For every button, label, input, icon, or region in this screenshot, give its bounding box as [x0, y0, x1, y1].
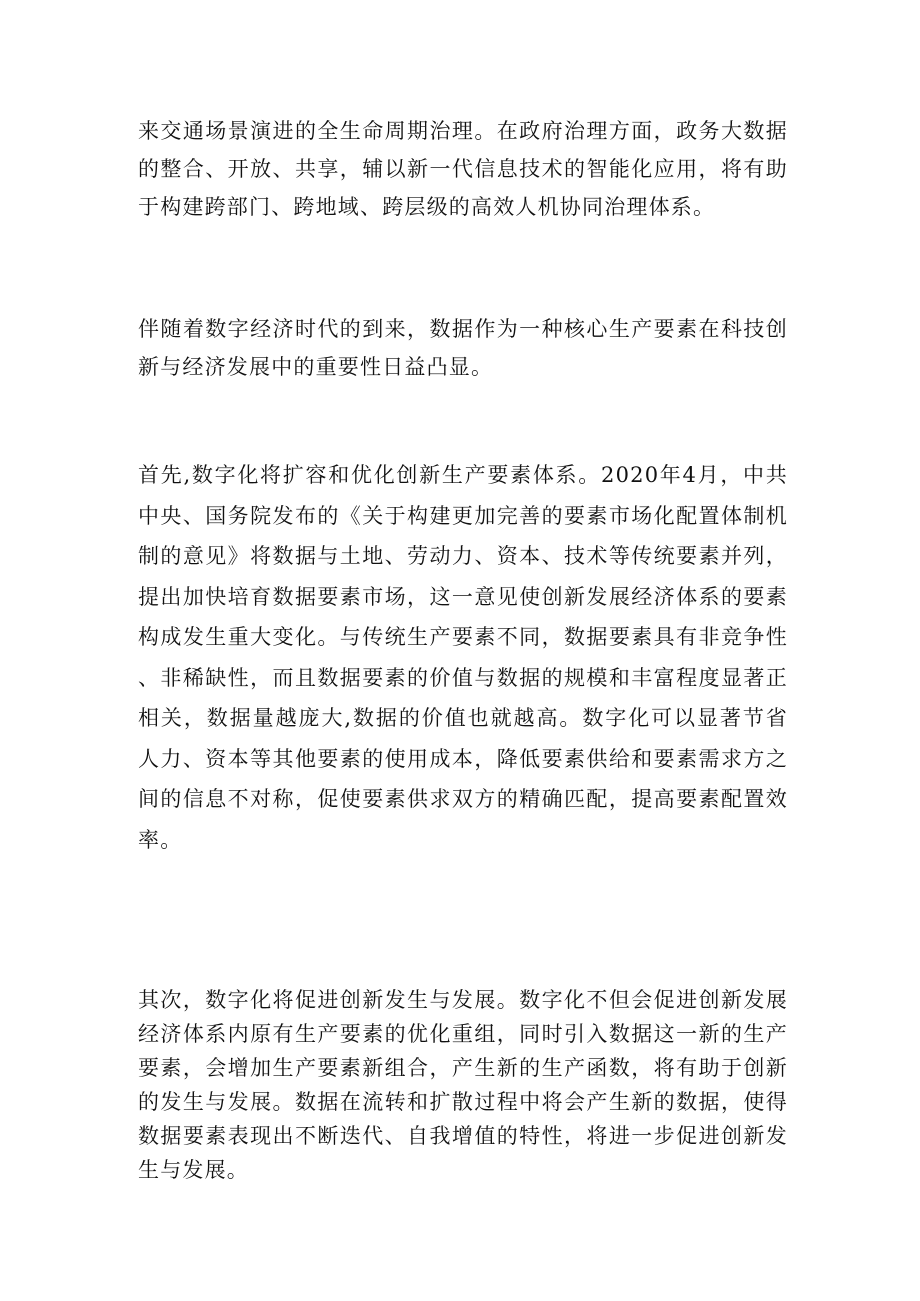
paragraph-governance: 来交通场景演进的全生命周期治理。在政府治理方面，政务大数据的整合、开放、共享，辅以新一代信息技术的智能化应用，将有助于构建跨部门、跨地域、跨层级的高效人机协同治理体系。: [138, 119, 788, 219]
paragraph-innovation: 其次，数字化将促进创新发生与发展。数字化不但会促进创新发展经济体系内原有生产要素的优化重组，同时引入数据这一新的生产要素，会增加生产要素新组合，产生新的生产函数，将有助于创新的发生与发展。数据在流转和扩散过程中将会产生新的数据，使得数据要素表现出不断迭代、自我增值的特性，将进一步促进创新发生与发展。: [138, 988, 788, 1182]
paragraph-digital-economy: 伴随着数字经济时代的到来，数据作为一种核心生产要素在科技创新与经济发展中的重要性日益凸显。: [138, 317, 788, 379]
paragraph-factor-system: 首先,数字化将扩容和优化创新生产要素体系。2020年4月，中共中央、国务院发布的《关于构建更加完善的要素市场化配置体制机制的意见》将数据与土地、劳动力、资本、技术等传统要素并列，提出加快培育数据要素市场，这一意见使创新发展经济体系的要素构成发生重大变化。与传统生产要素不同，数据要素具有非竞争性、非稀缺性，而且数据要素的价值与数据的规模和丰富程度显著正相关，数据量越庞大,数据的价值也就越高。数字化可以显著节省人力、资本等其他要素的使用成本，降低要素供给和要素需求方之间的信息不对称，促使要素供求双方的精确匹配，提高要素配置效率。: [138, 463, 788, 852]
